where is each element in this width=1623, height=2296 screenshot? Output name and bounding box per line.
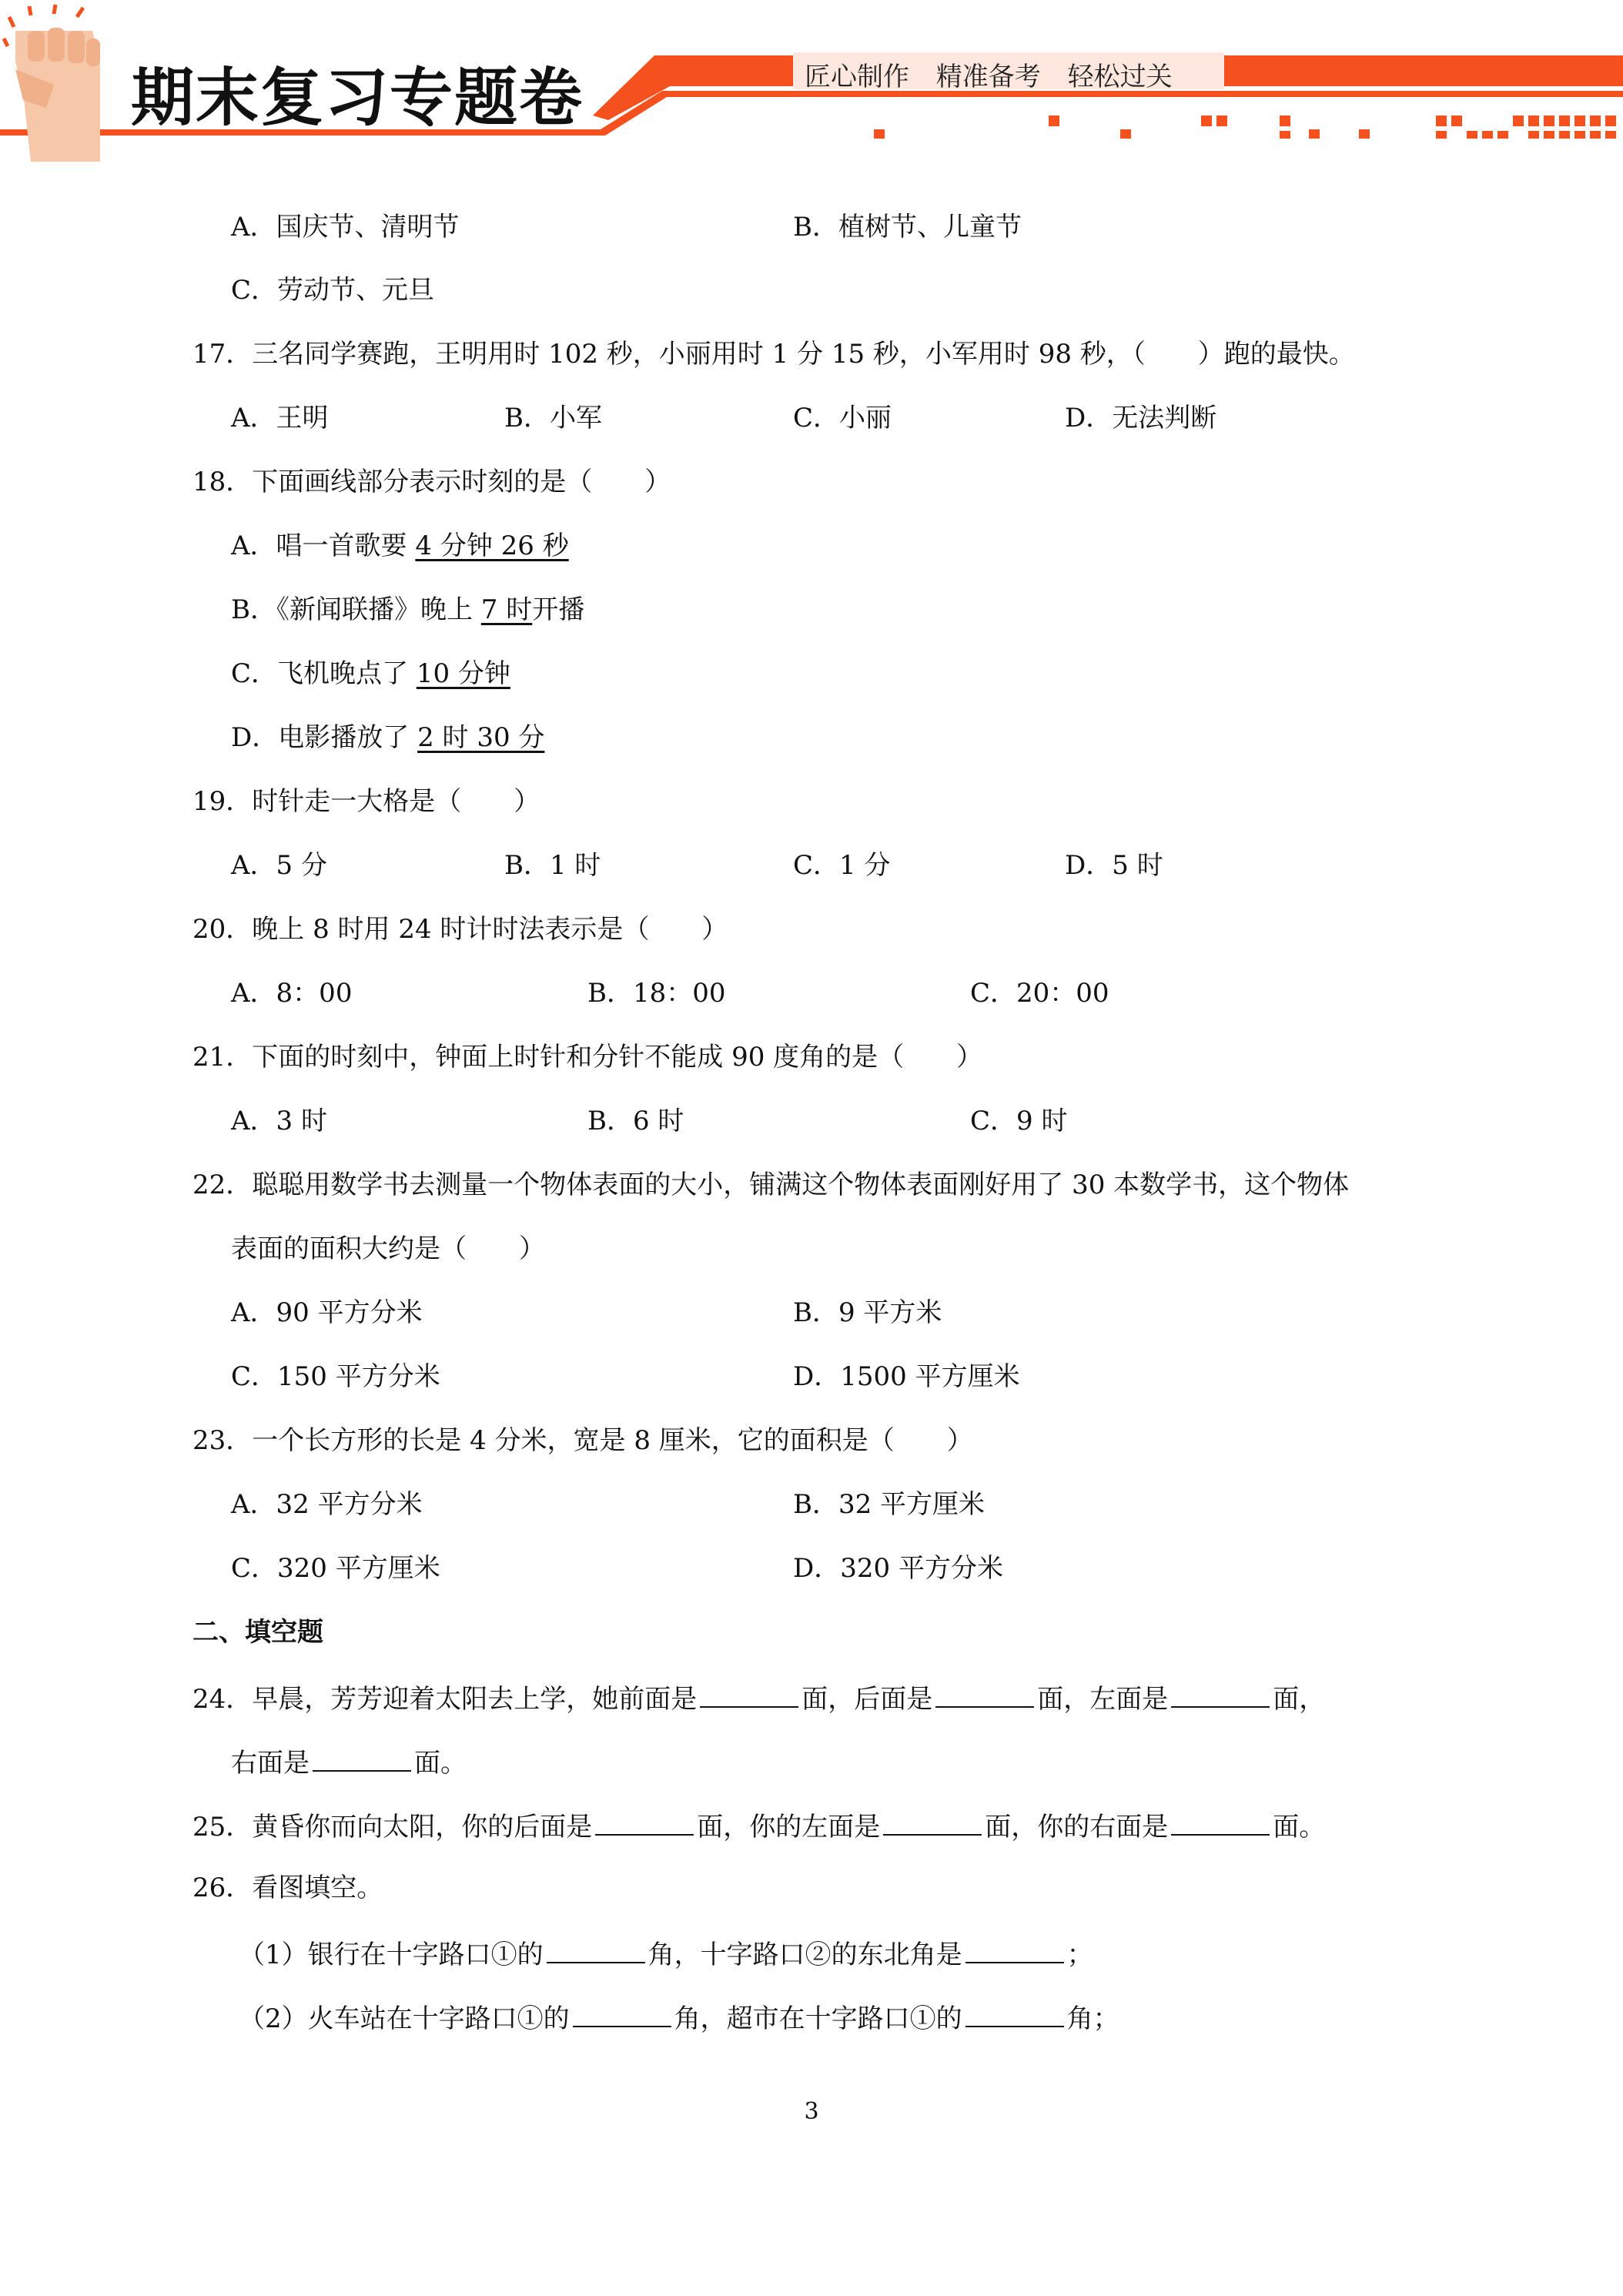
q21-option-b: B．6 时 (587, 1106, 684, 1136)
q18-option-a: A．唱一首歌要 4 分钟 26 秒 (231, 530, 569, 561)
q19-option-d: D．5 时 (1065, 850, 1163, 881)
q18-option-d: D．电影播放了 2 时 30 分 (231, 722, 545, 753)
q19-option-b: B．1 时 (504, 850, 601, 881)
q20-option-b: B．18：00 (587, 978, 726, 1009)
q17-option-d: D．无法判断 (1065, 403, 1217, 433)
underlined-text: 7 时 (480, 594, 533, 625)
answer-blank (1171, 1811, 1270, 1836)
option-c: C．劳动节、元旦 (231, 275, 435, 306)
fist-icon (4, 5, 100, 162)
answer-blank (965, 1939, 1064, 1963)
q18-option-b: B．《新闻联播》晚上 7 时开播 (231, 594, 585, 625)
slogan: 匠心制作 精准备考 轻松过关 (805, 62, 1173, 92)
q23-option-d: D．320 平方分米 (793, 1553, 1003, 1584)
section-heading: 二、填空题 (192, 1617, 323, 1648)
q18-option-c: C．飞机晚点了 10 分钟 (231, 658, 510, 689)
question-26-part1: （1）银行在十字路口①的 角，十字路口②的东北角是 ； (239, 1940, 1093, 1970)
q23-option-b: B．32 平方厘米 (793, 1489, 986, 1520)
question-21: 21．下面的时刻中，钟面上时针和分针不能成 90 度角的是（ ） (192, 1042, 983, 1073)
answer-blank (1171, 1683, 1270, 1708)
question-22: 22．聪聪用数学书去测量一个物体表面的大小，铺满这个物体表面刚好用了 30 本数学书，这个物体 (192, 1170, 1350, 1200)
question-26: 26．看图填空。 (192, 1873, 383, 1903)
q19-option-a: A．5 分 (231, 850, 327, 881)
answer-blank (313, 1747, 411, 1772)
answer-blank (573, 2003, 671, 2027)
q21-option-a: A．3 时 (231, 1106, 327, 1136)
header-banner (0, 0, 1623, 162)
pixel-decoration (874, 115, 1616, 139)
q22-option-a: A．90 平方分米 (231, 1297, 423, 1328)
q19-option-c: C．1 分 (793, 850, 891, 881)
question-22-cont: 表面的面积大约是（ ） (231, 1233, 545, 1264)
option-a: A．国庆节、清明节 (231, 212, 460, 243)
q23-option-a: A．32 平方分米 (231, 1489, 423, 1520)
underlined-text: 10 分钟 (416, 658, 510, 689)
answer-blank (547, 1939, 645, 1963)
answer-blank (935, 1683, 1034, 1708)
question-20: 20．晚上 8 时用 24 时计时法表示是（ ） (192, 914, 728, 945)
question-17: 17．三名同学赛跑，王明用时 102 秒，小丽用时 1 分 15 秒，小军用时 98 秒，（ ）跑的最快。 (192, 339, 1355, 370)
question-25: 25．黄昏你而向太阳，你的后面是 面，你的左面是 面，你的右面是 面。 (192, 1812, 1326, 1842)
q22-option-c: C．150 平方分米 (231, 1361, 440, 1392)
underlined-text: 2 时 30 分 (417, 722, 545, 753)
q17-option-c: C．小丽 (793, 403, 892, 433)
q20-option-a: A．8：00 (231, 978, 353, 1009)
answer-blank (595, 1811, 694, 1836)
page-number: 3 (804, 2098, 819, 2125)
option-b: B．植树节、儿童节 (793, 212, 1022, 243)
q17-option-b: B．小军 (504, 403, 602, 433)
question-23: 23．一个长方形的长是 4 分米，宽是 8 厘米，它的面积是（ ） (192, 1425, 973, 1456)
page-title: 期末复习专题卷 (131, 62, 584, 135)
q17-option-a: A．王明 (231, 403, 329, 433)
question-18: 18．下面画线部分表示时刻的是（ ） (192, 467, 671, 497)
question-24-cont: 右面是 面。 (231, 1748, 467, 1779)
q22-option-b: B．9 平方米 (793, 1297, 942, 1328)
q21-option-c: C．9 时 (970, 1106, 1068, 1136)
question-26-part2: （2）火车站在十字路口①的 角，超市在十字路口①的 角； (239, 2003, 1119, 2034)
answer-blank (883, 1811, 982, 1836)
q22-option-d: D．1500 平方厘米 (793, 1361, 1020, 1392)
q23-option-c: C．320 平方厘米 (231, 1553, 440, 1584)
question-24: 24．早晨，芳芳迎着太阳去上学，她前面是 面，后面是 面，左面是 面， (192, 1684, 1326, 1715)
answer-blank (965, 2003, 1064, 2027)
q20-option-c: C．20：00 (970, 978, 1109, 1009)
underlined-text: 4 分钟 26 秒 (415, 530, 569, 561)
question-19: 19．时针走一大格是（ ） (192, 786, 540, 817)
answer-blank (700, 1683, 798, 1708)
